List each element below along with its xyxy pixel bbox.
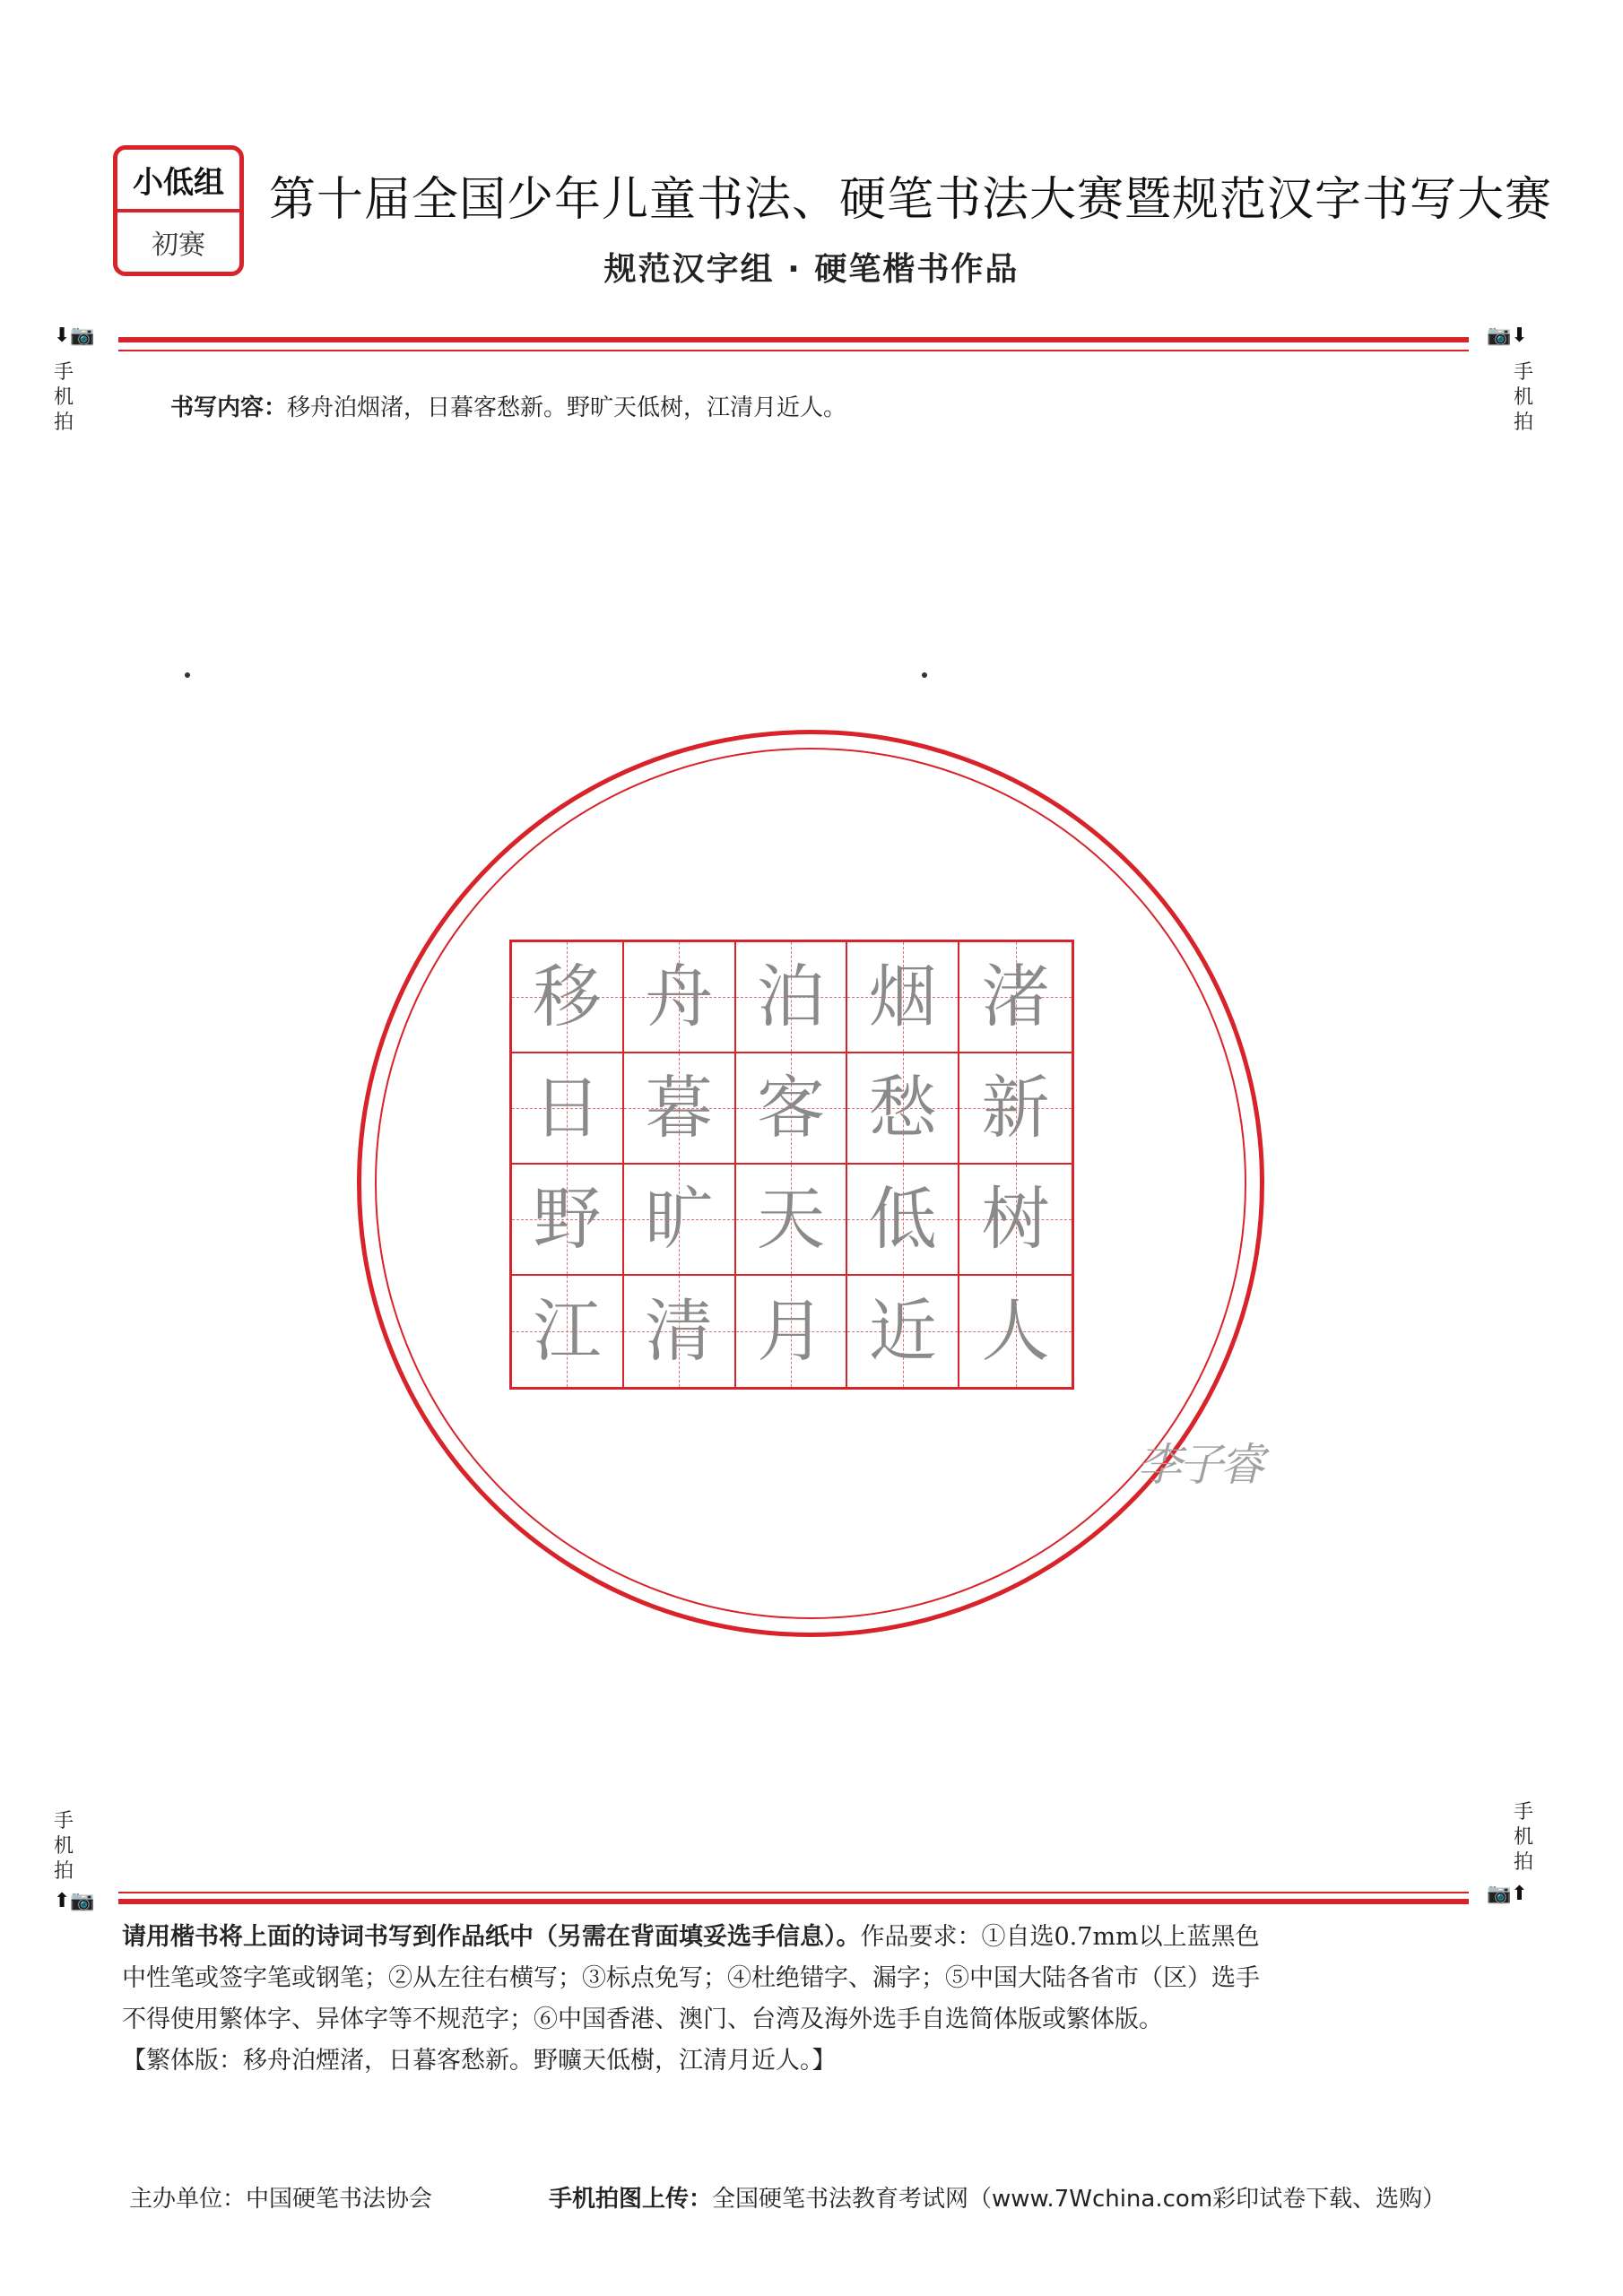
page-subtitle: 规范汉字组 · 硬笔楷书作品: [603, 251, 1020, 288]
writing-content-label: 书写内容：: [170, 394, 288, 421]
grid-character: 旷: [645, 1179, 714, 1259]
photo-marker-label-top-right: 手 机 拍: [1513, 361, 1533, 434]
footer-rule-thin: [118, 1892, 1469, 1893]
requirements-lead: 请用楷书将上面的诗词书写到作品纸中（另需在背面填妥选手信息）。: [122, 1923, 861, 1951]
signature: 李子睿: [1137, 1439, 1261, 1491]
header-rule-thin: [118, 350, 1469, 351]
header-rule-thick: [118, 337, 1469, 342]
grid-cell: [847, 942, 959, 1053]
grid-character: 泊: [756, 957, 825, 1036]
requirements-line3: 不得使用繁体字、异体字等不规范字；⑥中国香港、澳门、台湾及海外选手自选简体版或繁体版。: [122, 2006, 1163, 2033]
grid-character: 移: [533, 957, 602, 1036]
grid-character: 愁: [868, 1068, 937, 1148]
photo-marker-label-bottom-left: 手 机 拍: [53, 1810, 74, 1883]
grid-cell: [959, 1053, 1072, 1165]
grid-cell: [624, 1053, 736, 1165]
badge-stage-label: 初赛: [152, 230, 205, 261]
writing-content-text: 移舟泊烟渚，日暮客愁新。野旷天低树，江清月近人。: [287, 394, 847, 421]
grid-character: 烟: [868, 957, 937, 1036]
grid-cell: [847, 1276, 959, 1387]
requirements-line1: 作品要求：①自选0.7mm以上蓝黑色: [860, 1923, 1260, 1951]
grid-character: 月: [756, 1291, 825, 1371]
grid-character: 野: [533, 1179, 602, 1259]
camera-download-icon-left: ⬇📷: [54, 325, 95, 347]
grid-cell: [624, 942, 736, 1053]
camera-upload-icon-left: ⬆📷: [54, 1890, 95, 1912]
upload-info: [549, 2180, 1445, 2214]
requirements-line2: 中性笔或签字笔或钢笔；②从左往右横写；③标点免写；④杜绝错字、漏字；⑤中国大陆各省市（区）选手: [122, 1964, 1260, 1992]
registration-dot: [185, 672, 190, 678]
grid-character: 客: [756, 1068, 825, 1148]
grid-cell: [736, 1276, 848, 1387]
grid-character: 树: [981, 1179, 1050, 1259]
requirements-traditional: 【繁体版：移舟泊煙渚，日暮客愁新。野曠天低樹，江清月近人。】: [122, 2047, 837, 2075]
grid-character: 清: [645, 1291, 714, 1371]
grid-cell: [736, 1165, 848, 1276]
grid-cell: [847, 1053, 959, 1165]
grid-cell: [512, 942, 624, 1053]
camera-upload-icon-right: 📷⬆: [1487, 1883, 1528, 1905]
grid-cell: [624, 1165, 736, 1276]
grid-character: 低: [868, 1179, 937, 1259]
upload-label: 手机拍图上传：: [549, 2186, 713, 2213]
badge-group-label: 小低组: [117, 150, 239, 212]
grid-cell: [512, 1276, 624, 1387]
organizer: 主办单位：中国硬笔书法协会: [129, 2186, 433, 2213]
grid-character: 近: [868, 1291, 937, 1371]
writing-grid: [509, 940, 1074, 1390]
grid-character: 渚: [981, 957, 1050, 1036]
camera-download-icon-right: 📷⬇: [1487, 325, 1528, 347]
grid-cell: [959, 1276, 1072, 1387]
grid-cell: [736, 942, 848, 1053]
registration-dot: [922, 672, 927, 678]
grid-cell: [959, 942, 1072, 1053]
page-title: 第十届全国少年儿童书法、硬笔书法大赛暨规范汉字书写大赛: [269, 173, 1553, 227]
grid-character: 暮: [645, 1068, 714, 1148]
requirements: [122, 1917, 1485, 2082]
grid-character: 江: [533, 1291, 602, 1371]
grid-cell: [847, 1165, 959, 1276]
photo-marker-label-bottom-right: 手 机 拍: [1513, 1801, 1533, 1874]
grid-cell: [512, 1053, 624, 1165]
photo-marker-label-top-left: 手 机 拍: [53, 361, 74, 434]
grid-character: 人: [981, 1291, 1050, 1371]
grid-character: 日: [533, 1068, 602, 1148]
grid-cell: [959, 1165, 1072, 1276]
grid-character: 舟: [645, 957, 714, 1036]
upload-link[interactable]: 全国硬笔书法教育考试网（www.7Wchina.com彩印试卷下载、选购）: [712, 2186, 1446, 2213]
grid-character: 新: [981, 1068, 1050, 1148]
footer-rule-thick: [118, 1899, 1469, 1904]
grid-cell: [512, 1165, 624, 1276]
grid-character: 天: [756, 1179, 825, 1259]
writing-content: [170, 389, 846, 422]
grid-cell: [624, 1276, 736, 1387]
grid-cell: [736, 1053, 848, 1165]
